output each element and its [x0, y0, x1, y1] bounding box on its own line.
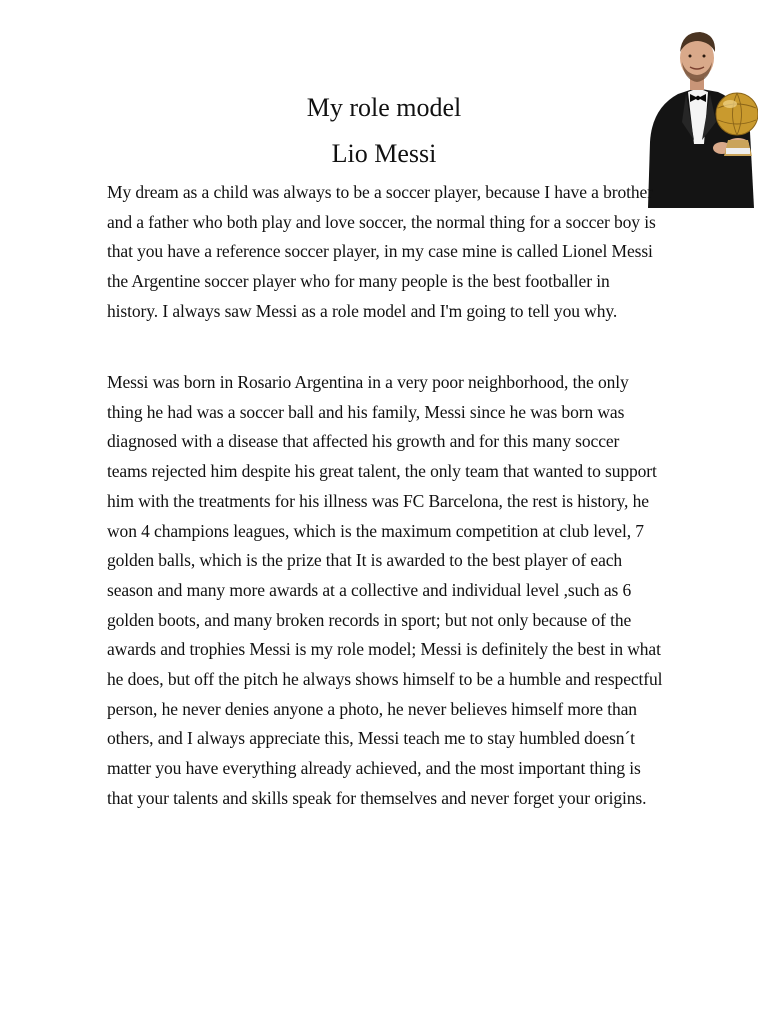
- page-title: My role model: [306, 93, 462, 122]
- paragraph-intro: My dream as a child was always to be a soccer player, because I have a brother and a father who both play and love soccer, the normal thing for a soccer boy is that you have a reference soccer player, in my case mine is called Lionel Messi the Argentine soccer player who for many people is the best footballer in history. I always saw Messi as a role model and I'm going to tell you why.: [107, 182, 656, 321]
- page-subtitle: Lio Messi: [331, 139, 437, 168]
- paragraph-biography: Messi was born in Rosario Argentina in a very poor neighborhood, the only thing he had was a soccer ball and his family, Messi since he was born was diagnosed with a disease that affected his growth and for this many soccer teams rejected him despite his great talent, the only team that wanted to support him with the treatments for his illness was FC Barcelona, the rest is history, he won 4 champions leagues, which is the maximum competition at club level, 7 golden balls, which is the prize that It is awarded to the best player of each season and many more awards at a collective and individual level ,such as 6 golden boots, and many broken records in sport; but not only because of the awards and trophies Messi is my role model; Messi is definitely the best in what he does, but off the pitch he always shows himself to be a humble and respectful person, he never denies anyone a photo, he never believes himself more than others, and I always appreciate this, Messi teach me to stay humbled doesn´t matter you have everything already achieved, and the most important thing is that your talents and skills speak for themselves and never forget your origins.: [107, 372, 663, 808]
